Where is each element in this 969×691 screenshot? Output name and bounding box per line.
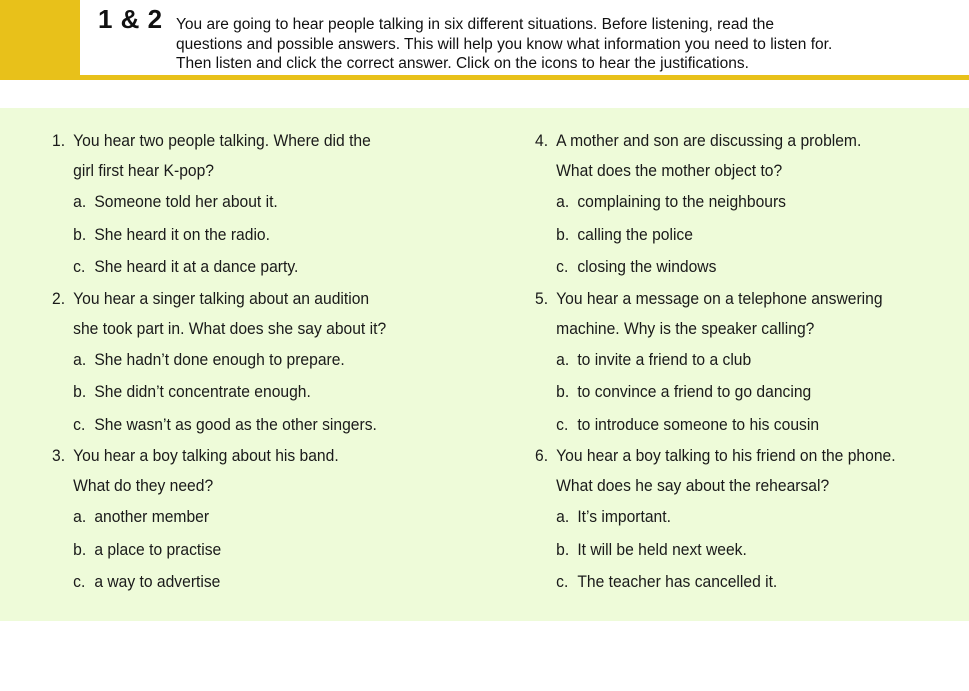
answer-option-2b[interactable] bbox=[52, 376, 457, 409]
option-text: She wasn’t as good as the other singers. bbox=[94, 414, 377, 434]
option-letter: a. bbox=[556, 192, 570, 211]
question-text: machine. Why is the speaker calling? bbox=[556, 318, 815, 338]
question-text: A mother and son are discussing a problem. bbox=[556, 131, 862, 150]
option-text: to invite a friend to a club bbox=[577, 349, 752, 369]
option-letter: b. bbox=[556, 539, 570, 559]
instructions-line: You are going to hear people talking in six different situations. Before listening, read the bbox=[176, 16, 775, 33]
option-letter: b. bbox=[73, 539, 87, 559]
option-text: closing the windows bbox=[577, 257, 717, 276]
instructions-line: Then listen and click the correct answer. Click on the icons to hear the justifications. bbox=[176, 55, 749, 72]
question-text: girl first hear K-pop? bbox=[73, 161, 214, 180]
question-1 bbox=[52, 126, 492, 284]
question-number: 3. bbox=[52, 446, 66, 465]
option-letter: a. bbox=[73, 349, 87, 369]
question-text: What does the mother object to? bbox=[556, 161, 783, 180]
option-letter: c. bbox=[73, 414, 86, 434]
answer-option-3b[interactable] bbox=[52, 534, 457, 567]
answer-option-2a[interactable] bbox=[52, 344, 457, 377]
answer-option-1b[interactable] bbox=[52, 219, 457, 252]
question-5 bbox=[535, 284, 955, 442]
header-accent-block bbox=[0, 0, 80, 75]
question-3 bbox=[52, 441, 492, 599]
answer-option-5a[interactable] bbox=[535, 344, 921, 377]
question-6 bbox=[535, 441, 955, 599]
option-letter: b. bbox=[556, 224, 570, 244]
option-text: complaining to the neighbours bbox=[577, 192, 787, 211]
option-letter: c. bbox=[73, 257, 86, 276]
answer-option-3c[interactable] bbox=[52, 566, 457, 599]
answer-option-1a[interactable] bbox=[52, 186, 457, 219]
question-number: 4. bbox=[535, 131, 549, 150]
question-number: 5. bbox=[535, 288, 549, 308]
answer-option-5b[interactable] bbox=[535, 376, 921, 409]
question-text: You hear a boy talking about his band. bbox=[73, 446, 339, 465]
question-text: You hear a boy talking to his friend on the phone. bbox=[556, 446, 896, 465]
question-text: What does he say about the rehearsal? bbox=[556, 476, 830, 495]
option-text: calling the police bbox=[577, 224, 693, 244]
option-letter: b. bbox=[73, 224, 87, 244]
header-divider bbox=[0, 75, 969, 80]
answer-option-4b[interactable] bbox=[535, 219, 921, 252]
question-number: 6. bbox=[535, 446, 549, 465]
question-text: she took part in. What does she say about it? bbox=[73, 318, 387, 338]
instructions bbox=[176, 15, 956, 74]
section-number: 1 & 2 bbox=[98, 4, 163, 34]
questions-panel bbox=[0, 108, 969, 621]
option-letter: c. bbox=[556, 414, 569, 434]
answer-option-6a[interactable] bbox=[535, 501, 921, 534]
option-text: another member bbox=[94, 507, 210, 526]
answer-option-4a[interactable] bbox=[535, 186, 921, 219]
question-number: 2. bbox=[52, 288, 66, 308]
option-letter: b. bbox=[556, 382, 570, 401]
option-text: She didn’t concentrate enough. bbox=[94, 382, 311, 401]
option-text: The teacher has cancelled it. bbox=[577, 572, 778, 591]
question-2 bbox=[52, 284, 492, 442]
option-text: She heard it at a dance party. bbox=[94, 257, 299, 276]
option-text: to introduce someone to his cousin bbox=[577, 414, 820, 434]
option-letter: a. bbox=[73, 507, 87, 526]
option-text: She heard it on the radio. bbox=[94, 224, 270, 244]
answer-option-2c[interactable] bbox=[52, 409, 457, 442]
question-text: You hear two people talking. Where did the bbox=[73, 131, 371, 150]
option-letter: a. bbox=[556, 507, 570, 526]
option-letter: c. bbox=[556, 572, 569, 591]
option-letter: b. bbox=[73, 382, 87, 401]
question-text: What do they need? bbox=[73, 476, 214, 495]
option-letter: a. bbox=[556, 349, 570, 369]
question-text: You hear a singer talking about an audition bbox=[73, 288, 370, 308]
option-letter: a. bbox=[73, 192, 87, 211]
option-text: She hadn’t done enough to prepare. bbox=[94, 349, 345, 369]
question-4 bbox=[535, 126, 955, 284]
answer-option-6c[interactable] bbox=[535, 566, 921, 599]
questions-column-left bbox=[52, 126, 492, 599]
answer-option-6b[interactable] bbox=[535, 534, 921, 567]
option-text: a place to practise bbox=[94, 539, 222, 559]
answer-option-3a[interactable] bbox=[52, 501, 457, 534]
option-text: It will be held next week. bbox=[577, 539, 747, 559]
option-text: to convince a friend to go dancing bbox=[577, 382, 812, 401]
option-text: Someone told her about it. bbox=[94, 192, 278, 211]
option-text: a way to advertise bbox=[94, 572, 221, 591]
answer-option-4c[interactable] bbox=[535, 251, 921, 284]
question-number: 1. bbox=[52, 131, 66, 150]
answer-option-5c[interactable] bbox=[535, 409, 921, 442]
answer-option-1c[interactable] bbox=[52, 251, 457, 284]
option-text: It’s important. bbox=[577, 507, 671, 526]
question-text: You hear a message on a telephone answering bbox=[556, 288, 883, 308]
questions-column-right bbox=[535, 126, 955, 599]
instructions-line: questions and possible answers. This will help you know what information you need to listen for. bbox=[176, 35, 833, 53]
option-letter: c. bbox=[73, 572, 86, 591]
option-letter: c. bbox=[556, 257, 569, 276]
